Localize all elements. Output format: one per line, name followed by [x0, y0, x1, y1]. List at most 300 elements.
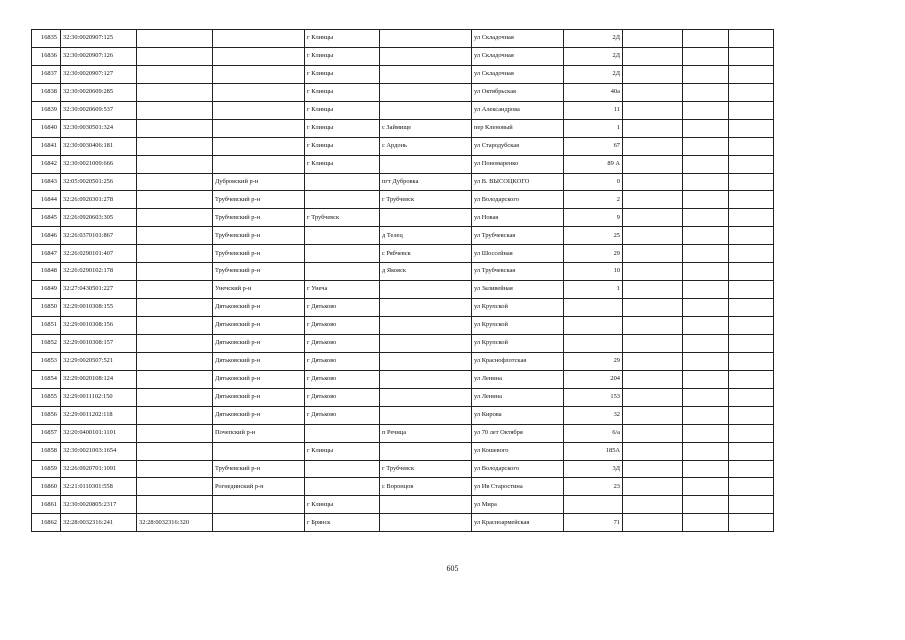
cell-empty — [729, 317, 774, 335]
cell-empty — [683, 155, 729, 173]
cell-district — [213, 155, 305, 173]
cell-district: Унечский р-н — [213, 281, 305, 299]
cell-house-number: 204 — [564, 370, 623, 388]
cell-cadastral-number: 32:30:0030501:324 — [61, 119, 137, 137]
cell-house-number — [564, 496, 623, 514]
cell-cadastral-number: 32:30:0021003:1654 — [61, 442, 137, 460]
cell-record-number: 16843 — [32, 173, 61, 191]
cell-city — [305, 424, 380, 442]
cell-settlement: с Ардонь — [380, 137, 472, 155]
cell-empty — [683, 388, 729, 406]
cell-empty — [683, 478, 729, 496]
cell-settlement — [380, 442, 472, 460]
cell-empty — [729, 47, 774, 65]
cell-previous-cadastral-number — [137, 209, 213, 227]
cell-city: г Клинцы — [305, 137, 380, 155]
cell-record-number: 16861 — [32, 496, 61, 514]
cell-city — [305, 191, 380, 209]
cell-city — [305, 263, 380, 281]
cell-record-number: 16860 — [32, 478, 61, 496]
cell-street: ул Мира — [472, 496, 564, 514]
cell-street: ул Новая — [472, 209, 564, 227]
cell-settlement: д Телец — [380, 227, 472, 245]
cell-cadastral-number: 32:30:0020907:126 — [61, 47, 137, 65]
cell-empty — [623, 334, 683, 352]
table-row — [32, 101, 774, 119]
table-row — [32, 388, 774, 406]
cell-previous-cadastral-number — [137, 137, 213, 155]
cell-city — [305, 173, 380, 191]
cell-cadastral-number: 32:30:0020609:537 — [61, 101, 137, 119]
cell-empty — [623, 370, 683, 388]
cell-empty — [729, 155, 774, 173]
cell-city: г Клинцы — [305, 155, 380, 173]
cell-cadastral-number: 32:29:0020507:521 — [61, 352, 137, 370]
cell-empty — [683, 263, 729, 281]
cell-empty — [623, 460, 683, 478]
cell-cadastral-number: 32:30:0021009:666 — [61, 155, 137, 173]
cell-empty — [623, 496, 683, 514]
cell-cadastral-number: 32:30:0020805:2317 — [61, 496, 137, 514]
cell-empty — [623, 155, 683, 173]
cell-street: ул Стародубская — [472, 137, 564, 155]
cell-record-number: 16850 — [32, 299, 61, 317]
cell-cadastral-number: 32:29:0011102:150 — [61, 388, 137, 406]
cell-record-number: 16836 — [32, 47, 61, 65]
cell-previous-cadastral-number — [137, 424, 213, 442]
cell-record-number: 16849 — [32, 281, 61, 299]
cell-house-number: 89 А — [564, 155, 623, 173]
cell-previous-cadastral-number — [137, 370, 213, 388]
table-row — [32, 191, 774, 209]
cell-settlement — [380, 299, 472, 317]
cell-empty — [683, 47, 729, 65]
cell-street: ул Трубчевская — [472, 263, 564, 281]
cell-city: г Дятьково — [305, 370, 380, 388]
cell-settlement — [380, 83, 472, 101]
cell-house-number: 185А — [564, 442, 623, 460]
cell-district — [213, 119, 305, 137]
table-row — [32, 83, 774, 101]
cell-record-number: 16862 — [32, 514, 61, 532]
cell-city: г Трубчевск — [305, 209, 380, 227]
cell-empty — [683, 191, 729, 209]
cell-city — [305, 478, 380, 496]
cell-record-number: 16847 — [32, 245, 61, 263]
cell-settlement — [380, 101, 472, 119]
cell-house-number: 1 — [564, 119, 623, 137]
cell-empty — [623, 442, 683, 460]
cell-cadastral-number: 32:05:0020501:256 — [61, 173, 137, 191]
cell-house-number: 40а — [564, 83, 623, 101]
cell-cadastral-number: 32:26:0920603:305 — [61, 209, 137, 227]
cell-city: г Дятьково — [305, 317, 380, 335]
cell-cadastral-number: 32:26:0920301:278 — [61, 191, 137, 209]
cell-record-number: 16841 — [32, 137, 61, 155]
cell-district: Почепский р-н — [213, 424, 305, 442]
cell-previous-cadastral-number — [137, 65, 213, 83]
cell-house-number: 29 — [564, 245, 623, 263]
cell-empty — [683, 424, 729, 442]
cell-district — [213, 514, 305, 532]
cell-previous-cadastral-number — [137, 281, 213, 299]
cell-house-number: 1 — [564, 281, 623, 299]
page-number: 605 — [446, 564, 459, 573]
cell-house-number — [564, 317, 623, 335]
cell-street: ул Пономаренко — [472, 155, 564, 173]
cell-empty — [683, 119, 729, 137]
cell-settlement — [380, 352, 472, 370]
cell-empty — [683, 209, 729, 227]
cell-record-number: 16838 — [32, 83, 61, 101]
cell-street: ул Складочная — [472, 30, 564, 48]
cell-empty — [729, 119, 774, 137]
table-row — [32, 496, 774, 514]
cell-street: ул Кирова — [472, 406, 564, 424]
cell-empty — [683, 514, 729, 532]
cell-empty — [623, 388, 683, 406]
table-row — [32, 263, 774, 281]
cell-settlement — [380, 47, 472, 65]
cell-empty — [729, 30, 774, 48]
cell-street: ул Складочная — [472, 65, 564, 83]
cell-record-number: 16851 — [32, 317, 61, 335]
cell-settlement — [380, 334, 472, 352]
table-row — [32, 334, 774, 352]
cell-previous-cadastral-number — [137, 191, 213, 209]
cell-empty — [683, 370, 729, 388]
cell-city: г Клинцы — [305, 101, 380, 119]
table-row — [32, 352, 774, 370]
cell-record-number: 16855 — [32, 388, 61, 406]
cell-district: Дятьковский р-н — [213, 334, 305, 352]
cell-city — [305, 245, 380, 263]
cell-empty — [729, 101, 774, 119]
table-row — [32, 370, 774, 388]
cell-district: Трубчевский р-н — [213, 263, 305, 281]
cell-district — [213, 101, 305, 119]
cell-house-number: 153 — [564, 388, 623, 406]
cell-street: ул Кошевого — [472, 442, 564, 460]
cell-empty — [683, 317, 729, 335]
cell-empty — [729, 65, 774, 83]
cell-cadastral-number: 32:30:0020907:127 — [61, 65, 137, 83]
table-row — [32, 65, 774, 83]
cell-street: ул Крупской — [472, 334, 564, 352]
cell-record-number: 16853 — [32, 352, 61, 370]
cell-empty — [683, 460, 729, 478]
cell-record-number: 16854 — [32, 370, 61, 388]
cell-empty — [683, 227, 729, 245]
cell-city: г Дятьково — [305, 334, 380, 352]
cell-city: г Клинцы — [305, 47, 380, 65]
cell-settlement: пгт Дубровка — [380, 173, 472, 191]
cell-empty — [623, 65, 683, 83]
cell-empty — [729, 460, 774, 478]
cell-record-number: 16837 — [32, 65, 61, 83]
cell-settlement — [380, 496, 472, 514]
cell-record-number: 16852 — [32, 334, 61, 352]
cell-settlement: с Займище — [380, 119, 472, 137]
cell-empty — [729, 388, 774, 406]
cell-street: ул Ленина — [472, 388, 564, 406]
cell-house-number: 25 — [564, 227, 623, 245]
cell-empty — [729, 209, 774, 227]
cell-district: Дятьковский р-н — [213, 299, 305, 317]
register-table — [31, 29, 774, 532]
cell-house-number: 6/a — [564, 424, 623, 442]
cell-previous-cadastral-number — [137, 119, 213, 137]
cell-street: ул Шоссейная — [472, 245, 564, 263]
cell-city: г Клинцы — [305, 496, 380, 514]
cell-street: ул 70 лет Октября — [472, 424, 564, 442]
cell-district: Трубчевский р-н — [213, 191, 305, 209]
cell-empty — [623, 191, 683, 209]
cell-house-number — [564, 299, 623, 317]
cell-previous-cadastral-number — [137, 478, 213, 496]
cell-district: Трубчевский р-н — [213, 209, 305, 227]
cell-cadastral-number: 32:28:0032316:241 — [61, 514, 137, 532]
cell-empty — [623, 299, 683, 317]
table-row — [32, 317, 774, 335]
cell-settlement — [380, 514, 472, 532]
cell-empty — [623, 137, 683, 155]
cell-empty — [623, 173, 683, 191]
cell-empty — [729, 442, 774, 460]
cell-previous-cadastral-number — [137, 30, 213, 48]
cell-settlement — [380, 209, 472, 227]
cell-settlement — [380, 317, 472, 335]
table-row — [32, 137, 774, 155]
table-row — [32, 514, 774, 532]
cell-empty — [729, 406, 774, 424]
cell-previous-cadastral-number — [137, 299, 213, 317]
table-row — [32, 460, 774, 478]
cell-street: пер Кленовый — [472, 119, 564, 137]
cell-empty — [623, 281, 683, 299]
cell-city: г Клинцы — [305, 83, 380, 101]
cell-house-number: 3Д — [564, 460, 623, 478]
cell-empty — [729, 191, 774, 209]
cell-record-number: 16840 — [32, 119, 61, 137]
cell-city: г Клинцы — [305, 442, 380, 460]
cell-record-number: 16856 — [32, 406, 61, 424]
cell-empty — [729, 478, 774, 496]
cell-empty — [729, 424, 774, 442]
cell-record-number: 16857 — [32, 424, 61, 442]
cell-empty — [623, 317, 683, 335]
cell-empty — [729, 352, 774, 370]
cell-empty — [683, 442, 729, 460]
cell-empty — [623, 424, 683, 442]
cell-empty — [683, 65, 729, 83]
cell-cadastral-number: 32:29:0020108:124 — [61, 370, 137, 388]
cell-empty — [683, 245, 729, 263]
cell-district: Дятьковский р-н — [213, 317, 305, 335]
cell-district — [213, 65, 305, 83]
cell-record-number: 16858 — [32, 442, 61, 460]
cell-city — [305, 227, 380, 245]
cell-empty — [683, 334, 729, 352]
table-row — [32, 209, 774, 227]
cell-empty — [623, 83, 683, 101]
cell-empty — [623, 47, 683, 65]
cell-district — [213, 30, 305, 48]
cell-empty — [729, 245, 774, 263]
cell-empty — [683, 173, 729, 191]
cell-city: г Клинцы — [305, 30, 380, 48]
cell-empty — [623, 227, 683, 245]
cell-empty — [683, 281, 729, 299]
cell-settlement — [380, 406, 472, 424]
cell-cadastral-number: 32:26:0290101:407 — [61, 245, 137, 263]
cell-empty — [683, 406, 729, 424]
cell-cadastral-number: 32:29:0010308:157 — [61, 334, 137, 352]
cell-street: ул Краснофлотская — [472, 352, 564, 370]
cell-record-number: 16839 — [32, 101, 61, 119]
cell-settlement — [380, 65, 472, 83]
cell-street: ул Александрова — [472, 101, 564, 119]
cell-empty — [729, 334, 774, 352]
cell-cadastral-number: 32:27:0430501:227 — [61, 281, 137, 299]
table-row — [32, 227, 774, 245]
cell-house-number: 2Д — [564, 65, 623, 83]
cell-district: Дятьковский р-н — [213, 406, 305, 424]
cell-empty — [623, 30, 683, 48]
cell-street: ул Крупской — [472, 299, 564, 317]
cell-empty — [729, 83, 774, 101]
cell-previous-cadastral-number — [137, 442, 213, 460]
cell-house-number: 10 — [564, 263, 623, 281]
cell-previous-cadastral-number — [137, 263, 213, 281]
cell-previous-cadastral-number — [137, 352, 213, 370]
cell-empty — [623, 514, 683, 532]
cell-record-number: 16846 — [32, 227, 61, 245]
table-row — [32, 155, 774, 173]
cell-house-number: 2Д — [564, 30, 623, 48]
cell-cadastral-number: 32:21:0110301:558 — [61, 478, 137, 496]
cell-empty — [623, 245, 683, 263]
table-row — [32, 424, 774, 442]
cell-empty — [623, 209, 683, 227]
cell-district — [213, 137, 305, 155]
cell-street: ул Красноармейская — [472, 514, 564, 532]
cell-empty — [729, 227, 774, 245]
cell-settlement — [380, 388, 472, 406]
cell-settlement: г Трубчевск — [380, 191, 472, 209]
cell-previous-cadastral-number — [137, 173, 213, 191]
cell-house-number: 2 — [564, 191, 623, 209]
cell-settlement — [380, 30, 472, 48]
cell-empty — [623, 101, 683, 119]
cell-settlement: г Трубчевск — [380, 460, 472, 478]
cell-empty — [683, 496, 729, 514]
cell-empty — [683, 83, 729, 101]
cell-empty — [623, 478, 683, 496]
cell-previous-cadastral-number — [137, 317, 213, 335]
cell-district: Трубчевский р-н — [213, 227, 305, 245]
cell-street: ул Складочная — [472, 47, 564, 65]
table-row — [32, 173, 774, 191]
table-row — [32, 299, 774, 317]
cell-empty — [683, 352, 729, 370]
cell-previous-cadastral-number — [137, 155, 213, 173]
cell-cadastral-number: 32:30:0030406:181 — [61, 137, 137, 155]
cell-house-number: 71 — [564, 514, 623, 532]
register-table-body — [32, 30, 774, 532]
cell-district: Дятьковский р-н — [213, 370, 305, 388]
cell-settlement: п Речица — [380, 424, 472, 442]
cell-cadastral-number: 32:29:0010308:156 — [61, 317, 137, 335]
cell-previous-cadastral-number — [137, 83, 213, 101]
cell-empty — [729, 514, 774, 532]
cell-district: Трубчевский р-н — [213, 460, 305, 478]
cell-street: ул Ив Старостина — [472, 478, 564, 496]
cell-cadastral-number: 32:26:0920701:1091 — [61, 460, 137, 478]
table-row — [32, 47, 774, 65]
cell-city: г Дятьково — [305, 299, 380, 317]
cell-previous-cadastral-number — [137, 245, 213, 263]
cell-city: г Дятьково — [305, 406, 380, 424]
cell-district: Рогнединский р-н — [213, 478, 305, 496]
cell-house-number: 23 — [564, 478, 623, 496]
table-row — [32, 281, 774, 299]
cell-record-number: 16859 — [32, 460, 61, 478]
cell-empty — [683, 30, 729, 48]
cell-empty — [729, 496, 774, 514]
cell-empty — [729, 370, 774, 388]
table-row — [32, 30, 774, 48]
cell-street: ул Заливейная — [472, 281, 564, 299]
cell-previous-cadastral-number — [137, 460, 213, 478]
cell-previous-cadastral-number — [137, 406, 213, 424]
cell-district — [213, 47, 305, 65]
cell-city: г Клинцы — [305, 65, 380, 83]
cell-street: ул Трубчевская — [472, 227, 564, 245]
cell-empty — [729, 281, 774, 299]
cell-record-number: 16845 — [32, 209, 61, 227]
cell-previous-cadastral-number — [137, 388, 213, 406]
table-row — [32, 119, 774, 137]
cell-house-number: 2Д — [564, 47, 623, 65]
table-row — [32, 442, 774, 460]
cell-settlement — [380, 281, 472, 299]
cell-city: г Дятьково — [305, 388, 380, 406]
cell-cadastral-number: 32:26:0290102:178 — [61, 263, 137, 281]
cell-empty — [623, 263, 683, 281]
cell-empty — [729, 299, 774, 317]
cell-previous-cadastral-number — [137, 47, 213, 65]
cell-district: Трубчевский р-н — [213, 245, 305, 263]
cell-cadastral-number: 32:29:0011202:118 — [61, 406, 137, 424]
cell-previous-cadastral-number: 32:28:0032316:320 — [137, 514, 213, 532]
cell-previous-cadastral-number — [137, 334, 213, 352]
table-row — [32, 478, 774, 496]
cell-street: ул В. ВЫСОЦКОГО — [472, 173, 564, 191]
cell-record-number: 16844 — [32, 191, 61, 209]
cell-previous-cadastral-number — [137, 227, 213, 245]
cell-city: г Клинцы — [305, 119, 380, 137]
cell-district — [213, 442, 305, 460]
cell-record-number: 16842 — [32, 155, 61, 173]
cell-cadastral-number: 32:26:0370101:867 — [61, 227, 137, 245]
cell-cadastral-number: 32:30:0020609:285 — [61, 83, 137, 101]
cell-record-number: 16835 — [32, 30, 61, 48]
cell-empty — [683, 137, 729, 155]
cell-house-number — [564, 334, 623, 352]
cell-record-number: 16848 — [32, 263, 61, 281]
cell-street: ул Володарского — [472, 460, 564, 478]
